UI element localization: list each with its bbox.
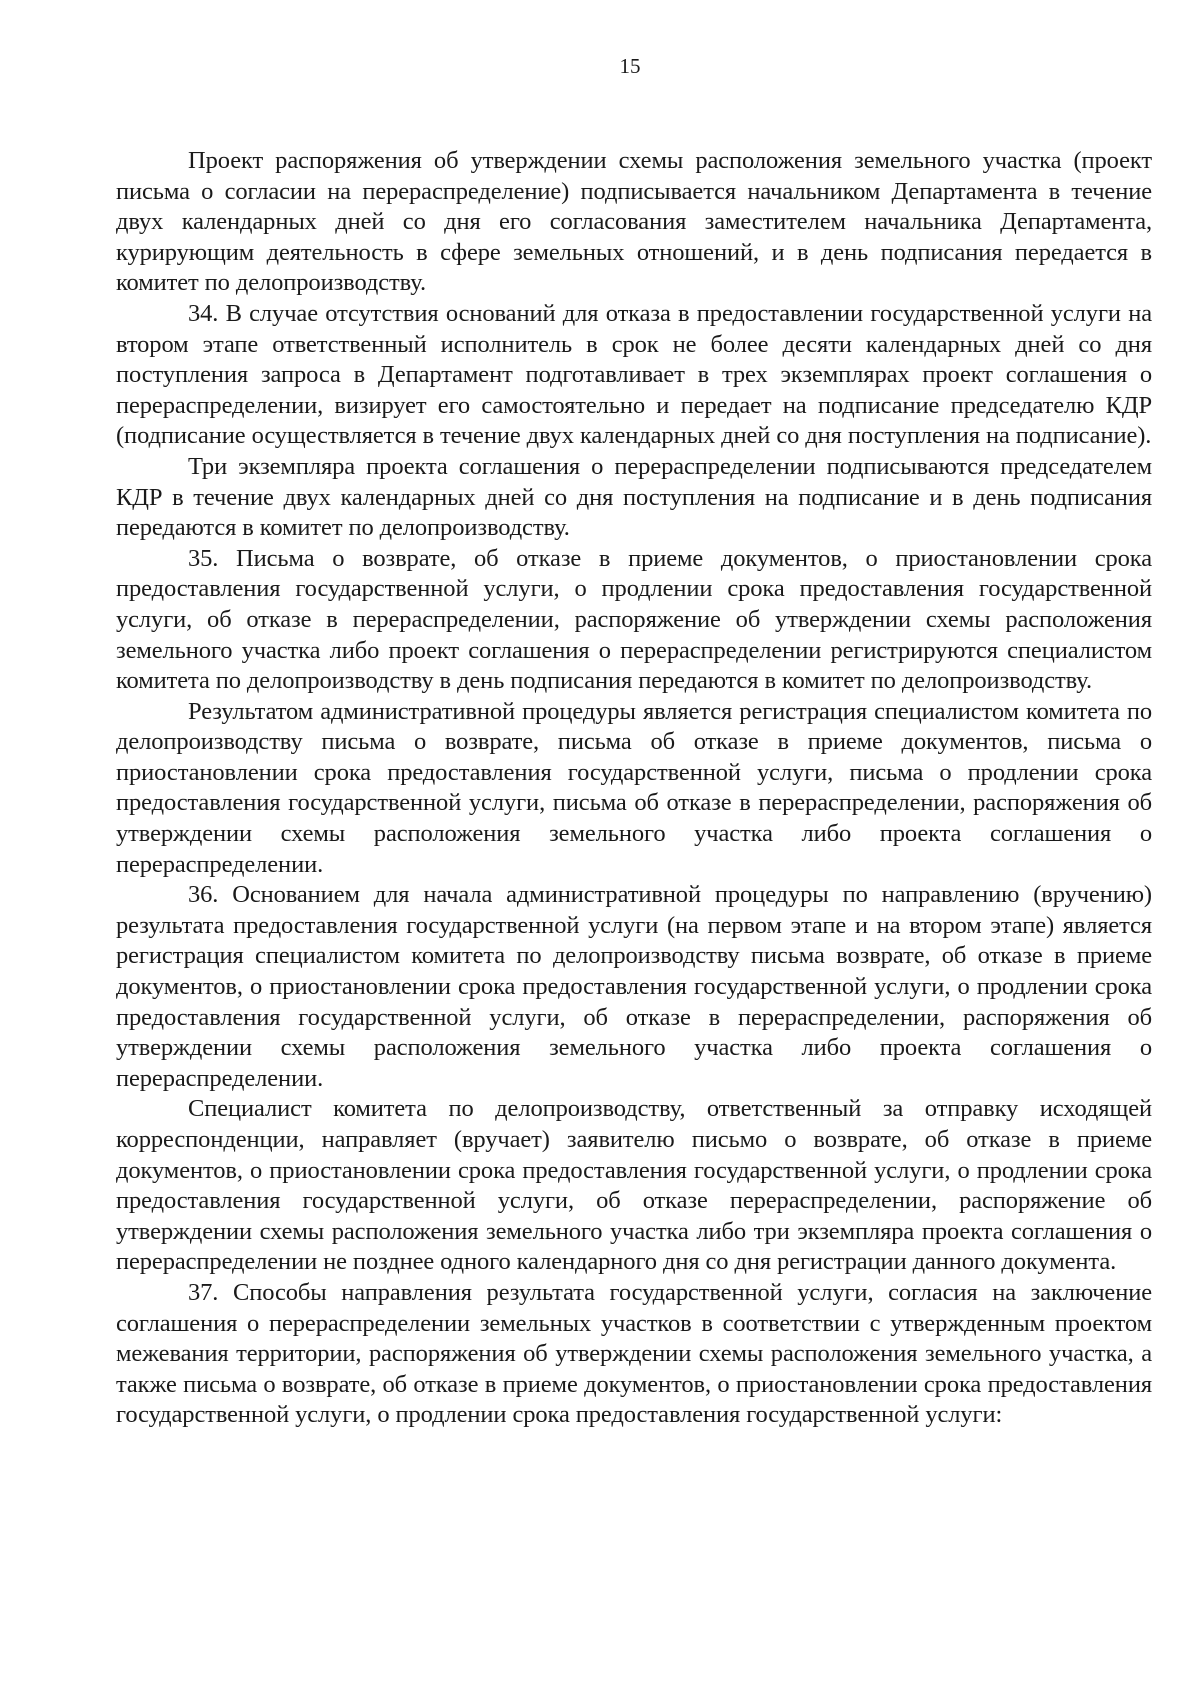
paragraph-34: 34. В случае отсутствия оснований для отказа в предоставлении государственной услуги на втором этапе ответственный исполнитель в срок не более десяти календарных дней со дня поступления запроса в Департамент подготавливает в трех экземплярах проект соглашения о перераспределении, визирует его самостоятельно и передает на подписание председателю КДР (подписание осуществляется в течение двух календарных дней со дня поступления на подписание). <box>116 299 1152 450</box>
paragraph-35-result: Результатом административной процедуры является регистрация специалистом комитета по делопроизводству письма о возврате, письма об отказе в приеме документов, письма о приостановлении срока предоставления государственной услуги, письма о продлении срока предоставления государственной услуги, письма об отказе в перераспределении, распоряжения об утверждении схемы расположения земельного участка либо проекта соглашения о перераспределении. <box>116 697 1152 878</box>
paragraph-36: 36. Основанием для начала административной процедуры по направлению (вручению) результата предоставления государственной услуги (на первом этапе и на втором этапе) является регистрация специалистом комитета по делопроизводству письма возврате, об отказе в приеме документов, о приостановлении срока предоставления государственной услуги, о продлении срока предоставления государственной услуги, об отказе в перераспределении, распоряжения об утверждении схемы расположения земельного участка либо проекта соглашения о перераспределении. <box>116 881 1152 1092</box>
paragraph-35: 35. Письма о возврате, об отказе в приеме документов, о приостановлении срока предоставления государственной услуги, о продлении срока предоставления государственной услуги, об отказе в перераспределении, распоряжение об утверждении схемы расположения земельного участка либо проект соглашения о перераспределении регистрируются специалистом комитета по делопроизводству в день подписания передаются в комитет по делопроизводству. <box>116 544 1152 695</box>
paragraph-34-copies: Три экземпляра проекта соглашения о перераспределении подписываются председателем КДР в течение двух календарных дней со дня поступления на подписание и в день подписания передаются в комитет по делопроизводству. <box>116 452 1152 542</box>
page-number: 15 <box>619 54 641 78</box>
paragraph-draft-order-signing: Проект распоряжения об утверждении схемы расположения земельного участка (проект письма о согласии на перераспределение) подписывается начальником Департамента в течение двух календарных дней со дня его согласования заместителем начальника Департамента, курирующим деятельность в сфере земельных отношений, и в день подписания передается в комитет по делопроизводству. <box>116 147 1152 297</box>
document-body <box>116 146 1152 1431</box>
paragraph-36-specialist: Специалист комитета по делопроизводству, ответственный за отправку исходящей корреспонденции, направляет (вручает) заявителю письмо о возврате, об отказе в приеме документов, о приостановлении срока предоставления государственной услуги, о продлении срока предоставления государственной услуги, об отказе перераспределении, распоряжение об утверждении схемы расположения земельного участка либо три экземпляра проекта соглашения о перераспределении не позднее одного календарного дня со дня регистрации данного документа. <box>116 1095 1152 1276</box>
paragraph-37: 37. Способы направления результата государственной услуги, согласия на заключение соглашения о перераспределении земельных участков в соответствии с утвержденным проектом межевания территории, распоряжения об утверждении схемы расположения земельного участка, а также письма о возврате, об отказе в приеме документов, о приостановлении срока предоставления государственной услуги, о продлении срока предоставления государственной услуги: <box>116 1278 1152 1429</box>
